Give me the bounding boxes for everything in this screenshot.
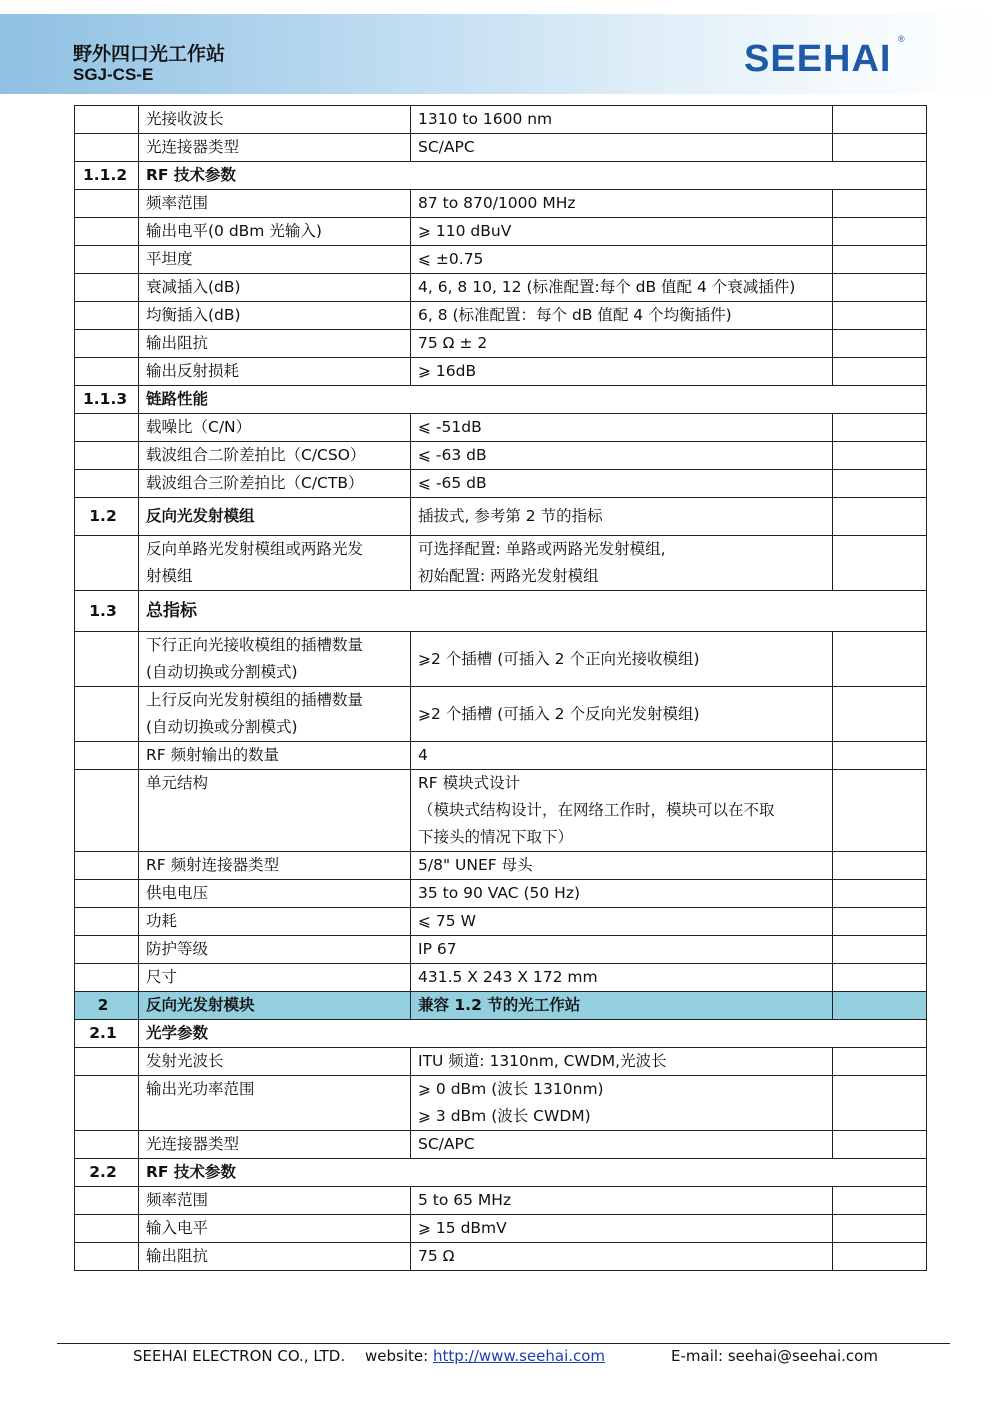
param-line: 上行反向光发射模组的插槽数量 bbox=[146, 691, 364, 709]
param-cell bbox=[139, 687, 411, 742]
param-cell: 输出阻抗 bbox=[139, 1243, 411, 1271]
empty-cell bbox=[833, 1076, 927, 1131]
param-cell: 平坦度 bbox=[139, 246, 411, 274]
value-cell: ⩽ -65 dB bbox=[411, 470, 833, 498]
empty-cell bbox=[833, 190, 927, 218]
value-cell: 1310 to 1600 nm bbox=[411, 106, 833, 134]
table-row bbox=[75, 218, 927, 246]
value-cell: ⩾ 16dB bbox=[411, 358, 833, 386]
value-line: 下接头的情况下取下） bbox=[418, 828, 574, 846]
param-cell: 输出电平(0 dBm 光输入) bbox=[139, 218, 411, 246]
param-line: 下行正向光接收模组的插槽数量 bbox=[146, 636, 364, 654]
table-row bbox=[75, 1131, 927, 1159]
row-number bbox=[75, 536, 139, 591]
value-cell: 4 bbox=[411, 742, 833, 770]
website-link[interactable]: http://www.seehai.com bbox=[432, 1347, 606, 1365]
row-number bbox=[75, 908, 139, 936]
param-cell: 光连接器类型 bbox=[139, 1131, 411, 1159]
empty-cell bbox=[833, 536, 927, 591]
value-cell: 4, 6, 8 10, 12 (标准配置:每个 dB 值配 4 个衰减插件) bbox=[411, 274, 833, 302]
row-number: 1.1.2 bbox=[75, 162, 139, 190]
param-cell: 频率范围 bbox=[139, 1187, 411, 1215]
table-row bbox=[75, 1159, 927, 1187]
value-cell: 87 to 870/1000 MHz bbox=[411, 190, 833, 218]
param-cell: 光连接器类型 bbox=[139, 134, 411, 162]
param-cell: 输出阻抗 bbox=[139, 330, 411, 358]
empty-cell bbox=[833, 908, 927, 936]
registered-mark: ® bbox=[898, 34, 905, 44]
row-number: 2.1 bbox=[75, 1020, 139, 1048]
empty-cell bbox=[833, 498, 927, 536]
empty-cell bbox=[833, 880, 927, 908]
param-cell: 功耗 bbox=[139, 908, 411, 936]
spec-table bbox=[74, 105, 927, 1271]
row-number bbox=[75, 470, 139, 498]
row-number: 1.2 bbox=[75, 498, 139, 536]
footer-company: SEEHAI ELECTRON CO., LTD. bbox=[133, 1347, 346, 1365]
value-cell: 75 Ω ± 2 bbox=[411, 330, 833, 358]
empty-cell bbox=[833, 1187, 927, 1215]
empty-cell bbox=[833, 852, 927, 880]
row-number bbox=[75, 936, 139, 964]
empty-cell bbox=[833, 1243, 927, 1271]
row-number bbox=[75, 687, 139, 742]
value-cell: ⩾2 个插槽 (可插入 2 个正向光接收模组) bbox=[411, 632, 833, 687]
value-cell: 35 to 90 VAC (50 Hz) bbox=[411, 880, 833, 908]
row-number bbox=[75, 1187, 139, 1215]
row-number bbox=[75, 1131, 139, 1159]
table-row bbox=[75, 414, 927, 442]
empty-cell bbox=[833, 470, 927, 498]
value-cell bbox=[411, 770, 833, 852]
table-row bbox=[75, 358, 927, 386]
param-line: 射模组 bbox=[146, 567, 193, 585]
param-cell: 输入电平 bbox=[139, 1215, 411, 1243]
empty-cell bbox=[833, 1131, 927, 1159]
row-number bbox=[75, 852, 139, 880]
table-row bbox=[75, 246, 927, 274]
value-cell: 6, 8 (标准配置：每个 dB 值配 4 个均衡插件) bbox=[411, 302, 833, 330]
value-cell: IP 67 bbox=[411, 936, 833, 964]
param-line: 反向单路光发射模组或两路光发 bbox=[146, 540, 364, 558]
table-row bbox=[75, 134, 927, 162]
table-row bbox=[75, 742, 927, 770]
row-number bbox=[75, 190, 139, 218]
row-number bbox=[75, 134, 139, 162]
table-row bbox=[75, 442, 927, 470]
table-row bbox=[75, 1048, 927, 1076]
param-cell: RF 频射输出的数量 bbox=[139, 742, 411, 770]
param-cell: RF 频射连接器类型 bbox=[139, 852, 411, 880]
table-row bbox=[75, 770, 927, 852]
table-row bbox=[75, 470, 927, 498]
table-row bbox=[75, 992, 927, 1020]
empty-cell bbox=[833, 218, 927, 246]
row-number: 2.2 bbox=[75, 1159, 139, 1187]
value-cell: SC/APC bbox=[411, 1131, 833, 1159]
row-number bbox=[75, 742, 139, 770]
table-row bbox=[75, 498, 927, 536]
table-row bbox=[75, 964, 927, 992]
table-row bbox=[75, 908, 927, 936]
table-row bbox=[75, 106, 927, 134]
empty-cell bbox=[833, 442, 927, 470]
value-cell: 75 Ω bbox=[411, 1243, 833, 1271]
value-cell: ⩽ 75 W bbox=[411, 908, 833, 936]
param-cell: 载波组合二阶差拍比（C/CSO） bbox=[139, 442, 411, 470]
empty-cell bbox=[833, 414, 927, 442]
table-row bbox=[75, 190, 927, 218]
value-line: 初始配置: 两路光发射模组 bbox=[418, 567, 599, 585]
value-cell: 5 to 65 MHz bbox=[411, 1187, 833, 1215]
param-cell: 发射光波长 bbox=[139, 1048, 411, 1076]
row-number bbox=[75, 770, 139, 852]
product-title: 野外四口光工作站 bbox=[73, 43, 226, 65]
param-line: (自动切换或分割模式) bbox=[146, 718, 298, 736]
row-number bbox=[75, 414, 139, 442]
row-number bbox=[75, 358, 139, 386]
table-row bbox=[75, 274, 927, 302]
footer-website bbox=[365, 1347, 605, 1365]
empty-cell bbox=[833, 246, 927, 274]
section-title: RF 技术参数 bbox=[139, 1159, 927, 1187]
value-cell bbox=[411, 1076, 833, 1131]
row-number bbox=[75, 880, 139, 908]
table-row bbox=[75, 591, 927, 632]
param-cell: 频率范围 bbox=[139, 190, 411, 218]
table-row bbox=[75, 162, 927, 190]
table-row bbox=[75, 1243, 927, 1271]
empty-cell bbox=[833, 358, 927, 386]
row-number bbox=[75, 1048, 139, 1076]
param-cell bbox=[139, 536, 411, 591]
empty-cell bbox=[833, 330, 927, 358]
value-line: RF 模块式设计 bbox=[418, 774, 521, 792]
table-row bbox=[75, 536, 927, 591]
empty-cell bbox=[833, 992, 927, 1020]
table-row bbox=[75, 632, 927, 687]
value-cell: ⩽ ±0.75 bbox=[411, 246, 833, 274]
section-title: RF 技术参数 bbox=[139, 162, 927, 190]
value-cell: ITU 频道: 1310nm, CWDM,光波长 bbox=[411, 1048, 833, 1076]
row-number bbox=[75, 632, 139, 687]
value-line: （模块式结构设计，在网络工作时，模块可以在不取 bbox=[418, 801, 775, 819]
param-cell: 反向光发射模组 bbox=[139, 498, 411, 536]
section-title: 光学参数 bbox=[139, 1020, 927, 1048]
value-line: ⩾ 3 dBm (波长 CWDM) bbox=[418, 1107, 591, 1125]
param-cell: 光接收波长 bbox=[139, 106, 411, 134]
empty-cell bbox=[833, 936, 927, 964]
param-cell: 均衡插入(dB) bbox=[139, 302, 411, 330]
empty-cell bbox=[833, 302, 927, 330]
row-number bbox=[75, 1215, 139, 1243]
row-number bbox=[75, 246, 139, 274]
empty-cell bbox=[833, 106, 927, 134]
param-cell: 输出反射损耗 bbox=[139, 358, 411, 386]
table-row bbox=[75, 852, 927, 880]
param-cell: 衰减插入(dB) bbox=[139, 274, 411, 302]
table-row bbox=[75, 687, 927, 742]
table-row bbox=[75, 1215, 927, 1243]
empty-cell bbox=[833, 632, 927, 687]
value-cell: ⩽ -63 dB bbox=[411, 442, 833, 470]
row-number bbox=[75, 442, 139, 470]
value-line: 可选择配置: 单路或两路光发射模组, bbox=[418, 540, 666, 558]
footer-email: E-mail: seehai@seehai.com bbox=[671, 1347, 878, 1365]
value-cell: 兼容 1.2 节的光工作站 bbox=[411, 992, 833, 1020]
table-row bbox=[75, 1076, 927, 1131]
table-row bbox=[75, 1187, 927, 1215]
param-cell: 尺寸 bbox=[139, 964, 411, 992]
table-row bbox=[75, 880, 927, 908]
row-number bbox=[75, 1243, 139, 1271]
footer-divider bbox=[57, 1343, 950, 1344]
value-cell: 5/8" UNEF 母头 bbox=[411, 852, 833, 880]
row-number bbox=[75, 330, 139, 358]
table-row bbox=[75, 330, 927, 358]
empty-cell bbox=[833, 1048, 927, 1076]
section-title: 总指标 bbox=[139, 591, 927, 632]
empty-cell bbox=[833, 1215, 927, 1243]
table-row bbox=[75, 386, 927, 414]
empty-cell bbox=[833, 134, 927, 162]
value-cell: ⩾ 15 dBmV bbox=[411, 1215, 833, 1243]
table-row bbox=[75, 302, 927, 330]
row-number bbox=[75, 302, 139, 330]
param-cell: 输出光功率范围 bbox=[139, 1076, 411, 1131]
row-number: 1.1.3 bbox=[75, 386, 139, 414]
page-header bbox=[0, 14, 1000, 94]
section-title: 链路性能 bbox=[139, 386, 927, 414]
row-number: 2 bbox=[75, 992, 139, 1020]
value-cell: ⩾2 个插槽 (可插入 2 个反向光发射模组) bbox=[411, 687, 833, 742]
param-cell: 单元结构 bbox=[139, 770, 411, 852]
empty-cell bbox=[833, 964, 927, 992]
empty-cell bbox=[833, 274, 927, 302]
table-row bbox=[75, 936, 927, 964]
empty-cell bbox=[833, 687, 927, 742]
value-line: ⩾ 0 dBm (波长 1310nm) bbox=[418, 1080, 604, 1098]
param-cell: 载噪比（C/N） bbox=[139, 414, 411, 442]
row-number: 1.3 bbox=[75, 591, 139, 632]
row-number bbox=[75, 218, 139, 246]
table-row bbox=[75, 1020, 927, 1048]
param-line: (自动切换或分割模式) bbox=[146, 663, 298, 681]
product-model: SGJ-CS-E bbox=[73, 65, 154, 84]
empty-cell bbox=[833, 742, 927, 770]
row-number bbox=[75, 1076, 139, 1131]
seehai-logo: SEEHAI bbox=[744, 38, 892, 80]
value-cell: SC/APC bbox=[411, 134, 833, 162]
row-number bbox=[75, 274, 139, 302]
empty-cell bbox=[833, 770, 927, 852]
value-cell: 插拔式, 参考第 2 节的指标 bbox=[411, 498, 833, 536]
value-cell bbox=[411, 536, 833, 591]
param-cell: 载波组合三阶差拍比（C/CTB） bbox=[139, 470, 411, 498]
param-cell: 反向光发射模块 bbox=[139, 992, 411, 1020]
param-cell: 防护等级 bbox=[139, 936, 411, 964]
footer-website-label: website: bbox=[365, 1347, 429, 1365]
row-number bbox=[75, 964, 139, 992]
value-cell: 431.5 X 243 X 172 mm bbox=[411, 964, 833, 992]
param-cell: 供电电压 bbox=[139, 880, 411, 908]
value-cell: ⩽ -51dB bbox=[411, 414, 833, 442]
row-number bbox=[75, 106, 139, 134]
param-cell bbox=[139, 632, 411, 687]
value-cell: ⩾ 110 dBuV bbox=[411, 218, 833, 246]
